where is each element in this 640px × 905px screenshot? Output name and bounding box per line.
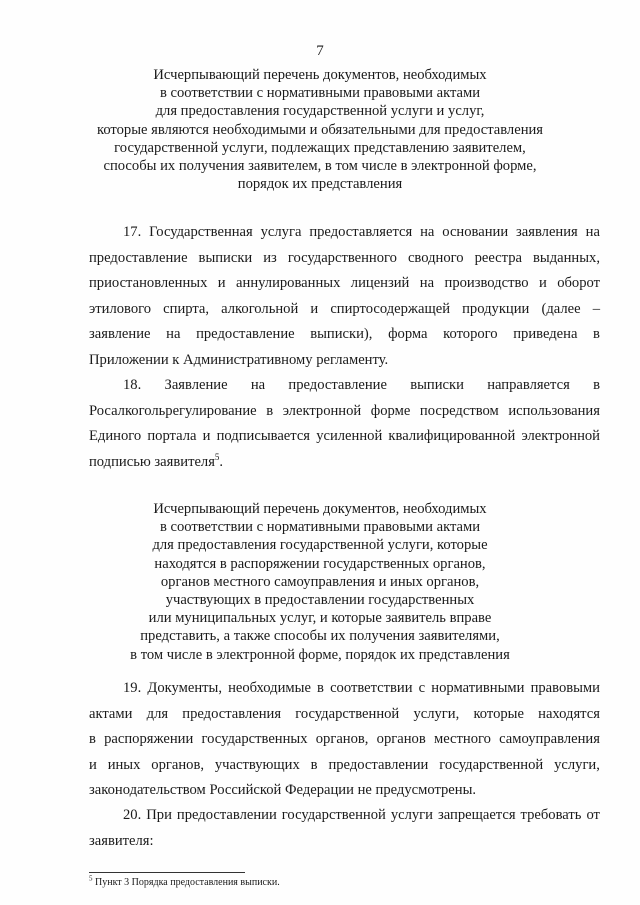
word: предоставление xyxy=(196,326,295,342)
text-line xyxy=(89,297,600,323)
text-line xyxy=(89,450,600,476)
heading-line: Исчерпывающий перечень документов, необходимых xyxy=(153,67,487,83)
word: спирта, xyxy=(163,300,210,317)
text-line xyxy=(89,753,600,779)
section-heading-documents-from-agencies xyxy=(60,500,580,664)
section-heading-documents-required xyxy=(60,66,580,193)
text-line xyxy=(89,702,600,728)
heading-line: Исчерпывающий перечень документов, необходимых xyxy=(153,501,487,517)
text-line xyxy=(89,246,600,272)
heading-line: в соответствии с нормативными правовыми актами xyxy=(159,85,481,102)
word: на xyxy=(420,224,435,240)
word: подписывается xyxy=(216,428,311,444)
heading-line: для предоставления государственной услуги, которые xyxy=(152,537,488,554)
footnote-divider xyxy=(89,872,245,873)
text-line xyxy=(89,676,600,702)
word: в xyxy=(310,756,318,773)
word: 18. xyxy=(123,377,142,393)
word: государственных xyxy=(201,731,308,747)
sentence-period: . xyxy=(219,453,224,470)
paragraph-19 xyxy=(89,676,600,804)
word: лицензий xyxy=(350,275,410,291)
word: услуги, xyxy=(413,705,460,722)
text-line xyxy=(89,322,600,348)
heading-line: представить, а также способы их получения заявителями, xyxy=(140,628,500,645)
word: сводного xyxy=(407,249,464,266)
word: услуги xyxy=(390,807,433,823)
word: предоставления xyxy=(182,705,282,722)
word: Росалкогольрегулирование xyxy=(89,402,257,419)
word: 20. xyxy=(123,807,142,823)
text-line xyxy=(89,271,600,297)
text-line: Приложении к Административному регламенту. xyxy=(89,351,389,368)
word: посредством xyxy=(419,402,499,419)
word: основании xyxy=(442,224,509,240)
word: для xyxy=(146,705,169,722)
heading-line: порядок их представления xyxy=(237,176,403,193)
paragraph-17 xyxy=(89,220,600,373)
word: приостановленных xyxy=(89,275,208,291)
word: Единого xyxy=(89,428,142,444)
word: предоставляется xyxy=(309,224,413,240)
word: электронной xyxy=(282,402,362,419)
word: выписки), xyxy=(310,326,373,342)
word: нормативными xyxy=(431,680,525,696)
word: спиртосодержащей xyxy=(330,300,450,317)
word: реестра xyxy=(474,249,522,266)
word: распоряжении xyxy=(104,731,194,747)
heading-line: в том числе в электронной форме, порядок их представления xyxy=(130,646,510,663)
page-number: 7 xyxy=(316,43,324,59)
word: электронной xyxy=(521,428,600,444)
word: Документы, xyxy=(147,680,222,696)
heading-line: в соответствии с нормативными правовыми актами xyxy=(159,519,481,536)
text-line xyxy=(89,220,600,246)
word: При xyxy=(146,807,172,823)
word: и xyxy=(538,275,547,291)
word: Заявление xyxy=(164,377,228,393)
word: иных xyxy=(107,756,141,773)
word: выписки xyxy=(410,377,464,393)
word: самоуправления xyxy=(499,731,600,747)
paragraph-20 xyxy=(89,803,600,854)
heading-line: для предоставления государственной услуги и услуг, xyxy=(155,103,485,120)
text-line xyxy=(89,373,600,399)
heading-line: государственной услуги, подлежащих представлению заявителем, xyxy=(114,139,526,156)
word: которого xyxy=(443,326,498,342)
heading-line: способы их получения заявителем, в том числе в электронной форме, xyxy=(103,158,537,175)
word: алкогольной xyxy=(221,300,299,317)
word: в xyxy=(317,680,324,696)
word: участвующих xyxy=(214,756,300,773)
heading-line: участвующих в предоставлении государственных xyxy=(165,592,475,609)
word: государственной xyxy=(295,705,400,722)
word: направляется xyxy=(487,377,570,393)
word: предоставление xyxy=(288,377,387,393)
word: и xyxy=(202,428,211,444)
word: портала xyxy=(147,428,197,444)
footnote xyxy=(89,874,280,888)
word: которые xyxy=(473,705,524,722)
word: форме xyxy=(370,402,411,419)
word: этилового xyxy=(89,300,152,317)
word: 17. xyxy=(123,224,142,240)
word: государственной xyxy=(439,756,544,773)
word: 19. xyxy=(123,680,142,696)
word: в xyxy=(266,402,274,419)
heading-line: или муниципальных услуг, и которые заявитель вправе xyxy=(148,610,492,627)
heading-line: находятся в распоряжении государственных органов, xyxy=(154,555,486,572)
word: и xyxy=(310,300,319,317)
text-line xyxy=(89,424,600,450)
word: предоставление xyxy=(89,249,188,266)
text-line: законодательством Российской Федерации не предусмотрены. xyxy=(89,782,477,798)
word: находятся xyxy=(538,705,600,722)
word: на xyxy=(585,224,600,240)
word: актами xyxy=(89,705,133,722)
word: приведена xyxy=(513,326,578,342)
word: государственного xyxy=(287,249,397,266)
word: услуги, xyxy=(554,756,600,773)
paragraph-18 xyxy=(89,373,600,475)
word: местного xyxy=(433,731,491,747)
word: в xyxy=(593,326,600,342)
text-line: заявителя: xyxy=(89,832,154,849)
footnote-text: Пункт 3 Порядка предоставления выписки. xyxy=(92,877,280,888)
word: в xyxy=(593,377,600,393)
word: использования xyxy=(508,402,600,419)
text-line xyxy=(89,399,600,425)
word: в xyxy=(89,731,96,747)
word: квалифицированной xyxy=(388,428,516,444)
word: предоставлении xyxy=(328,756,429,773)
word: запрещается xyxy=(437,807,516,823)
word: органов xyxy=(376,731,426,747)
text-line-content: подписью заявителя xyxy=(89,453,215,470)
text-line xyxy=(89,727,600,753)
word: органов, xyxy=(151,756,204,773)
text-line xyxy=(89,803,600,829)
word: соответствии xyxy=(330,680,413,696)
word: правовыми xyxy=(530,680,600,696)
word: аннулированных xyxy=(236,275,341,291)
word: усиленной xyxy=(316,428,383,444)
word: требовать xyxy=(520,807,582,823)
word: и xyxy=(217,275,226,291)
word: Государственная xyxy=(149,224,253,240)
heading-line: органов местного самоуправления и иных органов, xyxy=(160,573,480,590)
word: на xyxy=(166,326,181,342)
word: услуга xyxy=(260,224,302,240)
word: – xyxy=(592,300,600,317)
word: производство xyxy=(444,275,529,291)
word: (далее xyxy=(541,300,581,317)
word: заявление xyxy=(89,326,151,342)
word: выписки xyxy=(198,249,253,266)
word: с xyxy=(418,680,426,696)
word: заявления xyxy=(516,224,578,240)
word: и xyxy=(89,756,97,773)
word: на xyxy=(419,275,435,291)
word: форма xyxy=(388,326,428,342)
footnote-reference: 5 xyxy=(214,451,220,462)
word: выданных, xyxy=(533,249,600,266)
word: необходимые xyxy=(228,680,311,696)
word: оборот xyxy=(557,275,600,291)
footnote-number: 5 xyxy=(89,874,93,883)
word: от xyxy=(586,807,600,823)
heading-line: которые являются необходимыми и обязательными для предоставления xyxy=(96,121,544,138)
word: государственной xyxy=(281,807,386,823)
word: органов, xyxy=(315,731,369,747)
word: на xyxy=(250,377,266,393)
word: из xyxy=(263,249,277,266)
word: продукции xyxy=(462,300,530,317)
word: предоставлении xyxy=(176,807,277,823)
